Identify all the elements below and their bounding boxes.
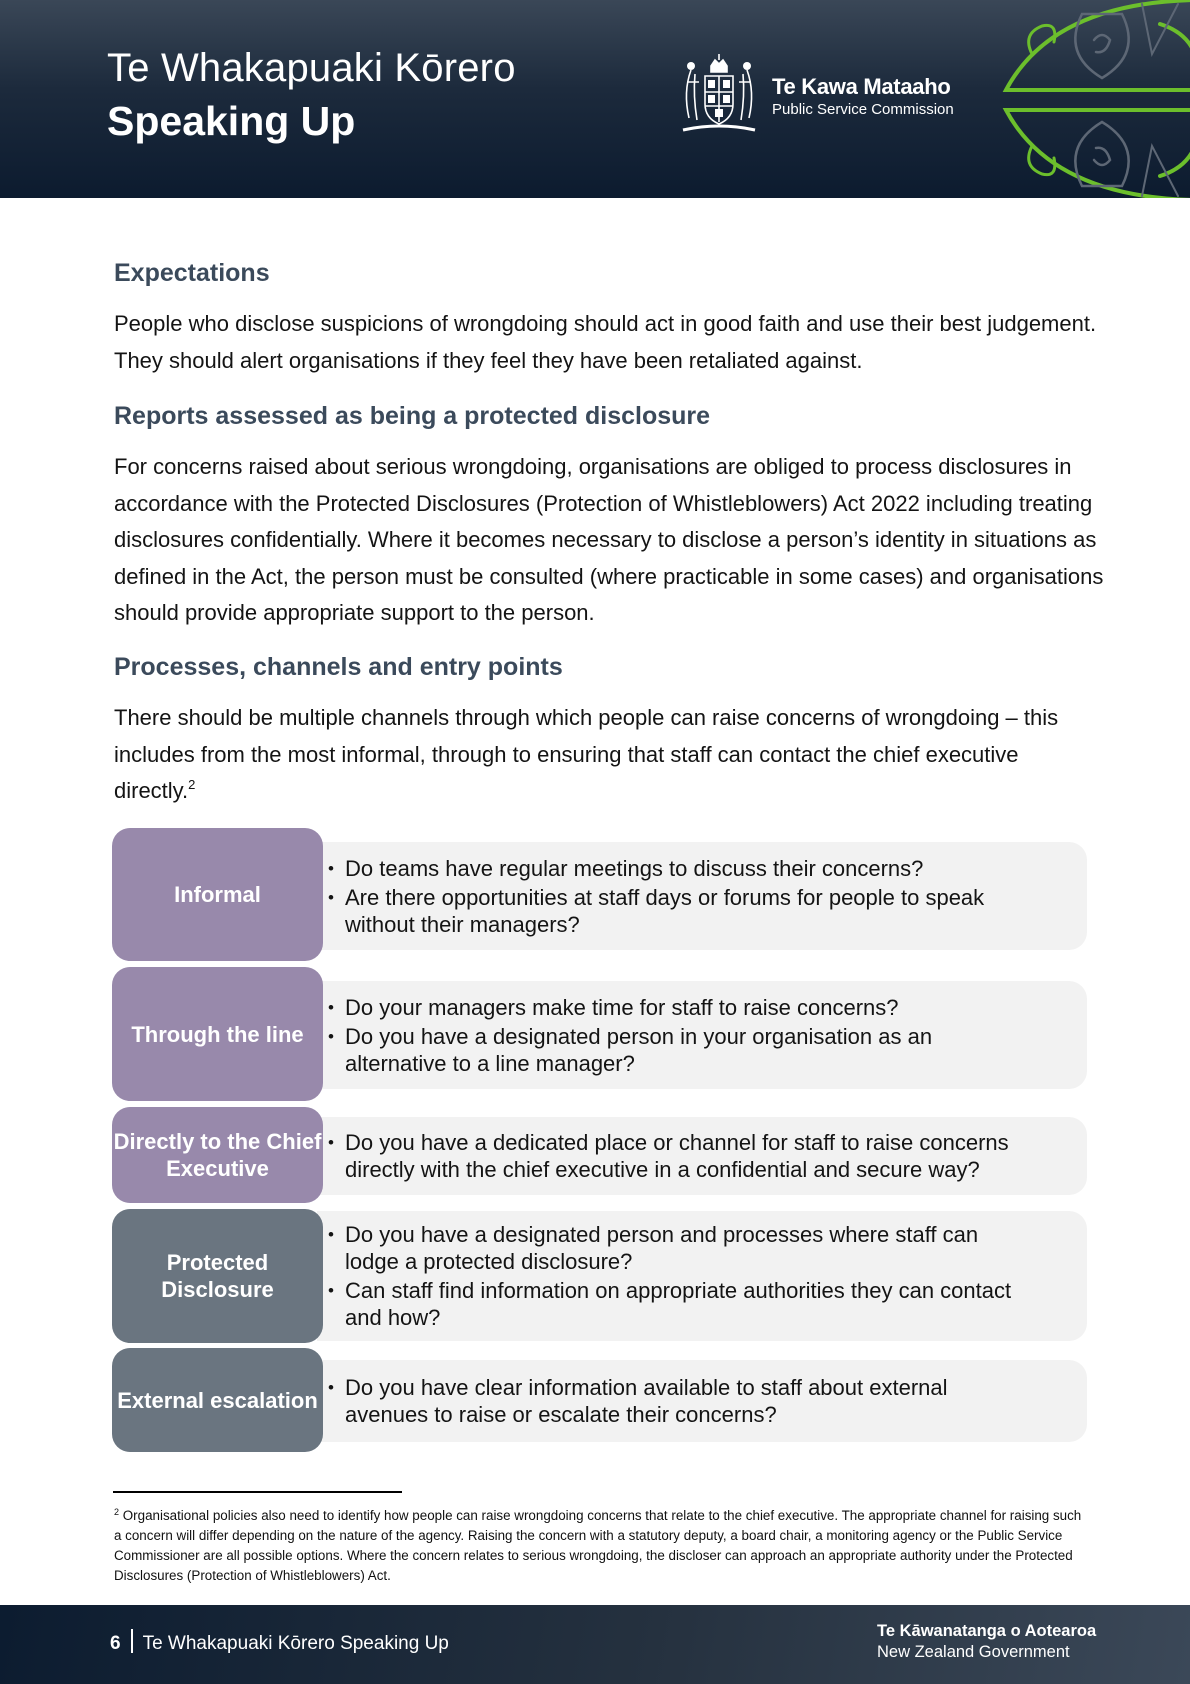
channel-questions — [317, 981, 1087, 1089]
processes-paragraph — [114, 700, 1104, 810]
title-maori: Te Whakapuaki Kōrero — [107, 46, 516, 90]
question-item: • Do you have a designated person and processes where staff can lodge a protected disclosure? — [317, 1221, 1017, 1275]
processes-text: There should be multiple channels through which people can raise concerns of wrongdoing – this includes from the most informal, through to ensuring that staff can contact the chief executive directly. — [114, 705, 1059, 803]
page-header — [0, 0, 1190, 198]
document-title — [107, 42, 516, 148]
question-item: • Are there opportunities at staff days or forums for people to speak without their managers? — [317, 884, 1017, 938]
expectations-paragraph: People who disclose suspicions of wrongdoing should act in good faith and use their best judgement. They should alert organisations if they feel they have been retaliated against. — [114, 311, 1097, 373]
footnote-text: Organisational policies also need to identify how people can raise wrongdoing concerns that relate to the chief executive. The appropriate channel for raising such a concern will differ depending on the nature of the agency. Raising the concern with a statutory deputy, a board chair, a monitoring agency or the Public Service Commissioner are all possible options. Where the concern relates to serious wrongdoing, the discloser can approach an appropriate authority under the Protected Disclosures (Protection of Whistleblowers) Act. — [114, 1508, 1082, 1583]
section-heading-processes: Processes, channels and entry points — [114, 653, 563, 681]
page-footer — [0, 1605, 1190, 1684]
nz-coat-of-arms-icon — [673, 52, 765, 140]
organisation-logo — [772, 74, 954, 120]
question-item: • Do your managers make time for staff to raise concerns? — [317, 994, 1017, 1021]
government-name-english: New Zealand Government — [877, 1643, 1070, 1661]
government-name-maori: Te Kāwanatanga o Aotearoa — [877, 1622, 1097, 1640]
protected-disclosure-paragraph: For concerns raised about serious wrongdoing, organisations are obliged to process disclosures in accordance with the Protected Disclosures (Protection of Whistleblowers) Act 2022 including treating disclosures confidentially. Where it becomes necessary to disclose a person’s identity in situations as defined in the Act, the person must be consulted (where practicable in some cases) and organisations should provide appropriate support to the person. — [114, 454, 1104, 625]
channel-label: External escalation — [112, 1348, 323, 1452]
channel-questions — [317, 842, 1087, 950]
footnote-separator — [113, 1491, 402, 1493]
question-item: • Do you have a designated person in your organisation as an alternative to a line manager? — [317, 1023, 1017, 1077]
koru-pattern-icon — [992, 0, 1190, 198]
channel-questions — [317, 1211, 1087, 1341]
question-item: • Do teams have regular meetings to discuss their concerns? — [317, 855, 1017, 882]
channel-questions — [317, 1360, 1087, 1442]
channel-questions — [317, 1117, 1087, 1195]
question-item: • Can staff find information on appropriate authorities they can contact and how? — [317, 1277, 1017, 1331]
footer-doc-title: Te Whakapuaki Kōrero Speaking Up — [142, 1633, 449, 1654]
footnote-number: 2 — [114, 1507, 120, 1517]
organisation-name: Te Kawa Mataaho — [772, 74, 951, 99]
section-heading-expectations: Expectations — [114, 259, 270, 287]
footer-page-info — [110, 1629, 449, 1659]
footer-divider — [131, 1629, 133, 1653]
organisation-subtitle: Public Service Commission — [772, 101, 954, 118]
footnote-reference[interactable]: 2 — [188, 777, 196, 792]
footnote — [114, 1506, 1082, 1586]
channel-label: Protected Disclosure — [112, 1209, 323, 1343]
question-item: • Do you have a dedicated place or channel for staff to raise concerns directly with the chief executive in a confidential and secure way? — [317, 1129, 1017, 1183]
nz-government-logo — [877, 1621, 1096, 1663]
channel-label: Through the line — [112, 967, 323, 1101]
title-english: Speaking Up — [107, 98, 356, 144]
question-item: • Do you have clear information available to staff about external avenues to raise or escalate their concerns? — [317, 1374, 1017, 1428]
page-number: 6 — [110, 1633, 121, 1654]
section-heading-protected-disclosure: Reports assessed as being a protected disclosure — [114, 402, 711, 430]
channel-label: Informal — [112, 828, 323, 961]
channel-label: Directly to the Chief Executive — [112, 1107, 323, 1203]
